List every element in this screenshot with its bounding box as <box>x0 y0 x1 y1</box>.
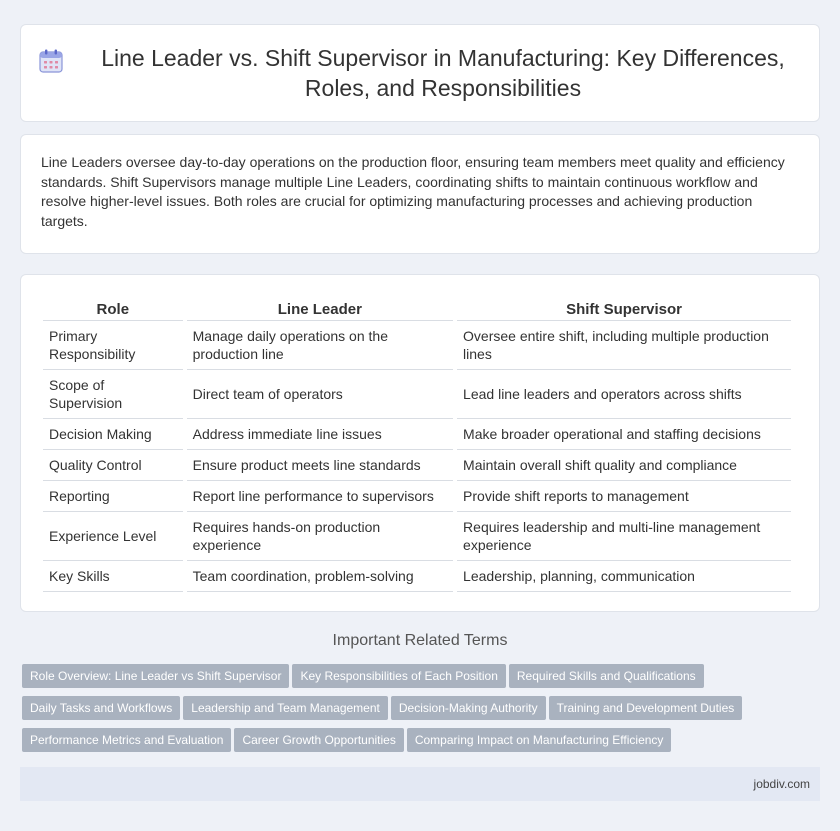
line-leader-cell: Requires hands-on production experience <box>187 512 453 561</box>
related-term-tag[interactable]: Leadership and Team Management <box>183 696 388 720</box>
row-label: Key Skills <box>43 561 183 592</box>
table-row <box>43 370 791 419</box>
comparison-table-card <box>20 274 820 612</box>
footer <box>20 767 820 801</box>
table-row <box>43 419 791 450</box>
line-leader-cell: Direct team of operators <box>187 370 453 419</box>
table-row <box>43 512 791 561</box>
related-term-tag[interactable]: Role Overview: Line Leader vs Shift Supervisor <box>22 664 289 688</box>
related-term-tag[interactable]: Comparing Impact on Manufacturing Efficiency <box>407 728 672 752</box>
row-label: Experience Level <box>43 512 183 561</box>
related-term-tag[interactable]: Required Skills and Qualifications <box>509 664 704 688</box>
line-leader-cell: Address immediate line issues <box>187 419 453 450</box>
table-row <box>43 450 791 481</box>
related-terms-heading: Important Related Terms <box>332 632 508 649</box>
intro-paragraph: Line Leaders oversee day-to-day operations on the production floor, ensuring team members meet quality and efficiency standards. Shift Supervisors manage multiple Line Leaders, coordinating shifts to maintain continuous workflow and resolve higher-level issues. Both roles are crucial for optimizing manufacturing processes and achieving production targets. <box>41 154 785 229</box>
shift-supervisor-cell: Make broader operational and staffing decisions <box>457 419 791 450</box>
shift-supervisor-cell: Provide shift reports to management <box>457 481 791 512</box>
shift-supervisor-cell: Maintain overall shift quality and compliance <box>457 450 791 481</box>
intro-card <box>20 134 820 254</box>
row-label: Quality Control <box>43 450 183 481</box>
related-term-tag[interactable]: Daily Tasks and Workflows <box>22 696 180 720</box>
line-leader-cell: Team coordination, problem-solving <box>187 561 453 592</box>
table-header-row <box>43 295 791 321</box>
header-role: Role <box>43 295 183 321</box>
row-label: Primary Responsibility <box>43 321 183 370</box>
header-line-leader: Line Leader <box>187 295 453 321</box>
shift-supervisor-cell: Requires leadership and multi-line management experience <box>457 512 791 561</box>
shift-supervisor-cell: Oversee entire shift, including multiple production lines <box>457 321 791 370</box>
header-shift-supervisor: Shift Supervisor <box>457 295 791 321</box>
related-term-tag[interactable]: Training and Development Duties <box>549 696 743 720</box>
page-title: Line Leader vs. Shift Supervisor in Manufacturing: Key Differences, Roles, and Responsibilities <box>101 45 785 101</box>
related-term-tag[interactable]: Performance Metrics and Evaluation <box>22 728 231 752</box>
comparison-table <box>39 295 795 592</box>
related-terms-tags <box>22 664 822 760</box>
table-row <box>43 481 791 512</box>
line-leader-cell: Manage daily operations on the production line <box>187 321 453 370</box>
row-label: Decision Making <box>43 419 183 450</box>
table-row <box>43 561 791 592</box>
line-leader-cell: Ensure product meets line standards <box>187 450 453 481</box>
related-term-tag[interactable]: Key Responsibilities of Each Position <box>292 664 505 688</box>
title-card <box>20 24 820 122</box>
footer-site-link[interactable]: jobdiv.com <box>753 777 810 791</box>
shift-supervisor-cell: Leadership, planning, communication <box>457 561 791 592</box>
table-row <box>43 321 791 370</box>
line-leader-cell: Report line performance to supervisors <box>187 481 453 512</box>
calendar-icon <box>37 47 65 75</box>
row-label: Scope of Supervision <box>43 370 183 419</box>
related-term-tag[interactable]: Career Growth Opportunities <box>234 728 403 752</box>
related-term-tag[interactable]: Decision-Making Authority <box>391 696 546 720</box>
row-label: Reporting <box>43 481 183 512</box>
shift-supervisor-cell: Lead line leaders and operators across shifts <box>457 370 791 419</box>
